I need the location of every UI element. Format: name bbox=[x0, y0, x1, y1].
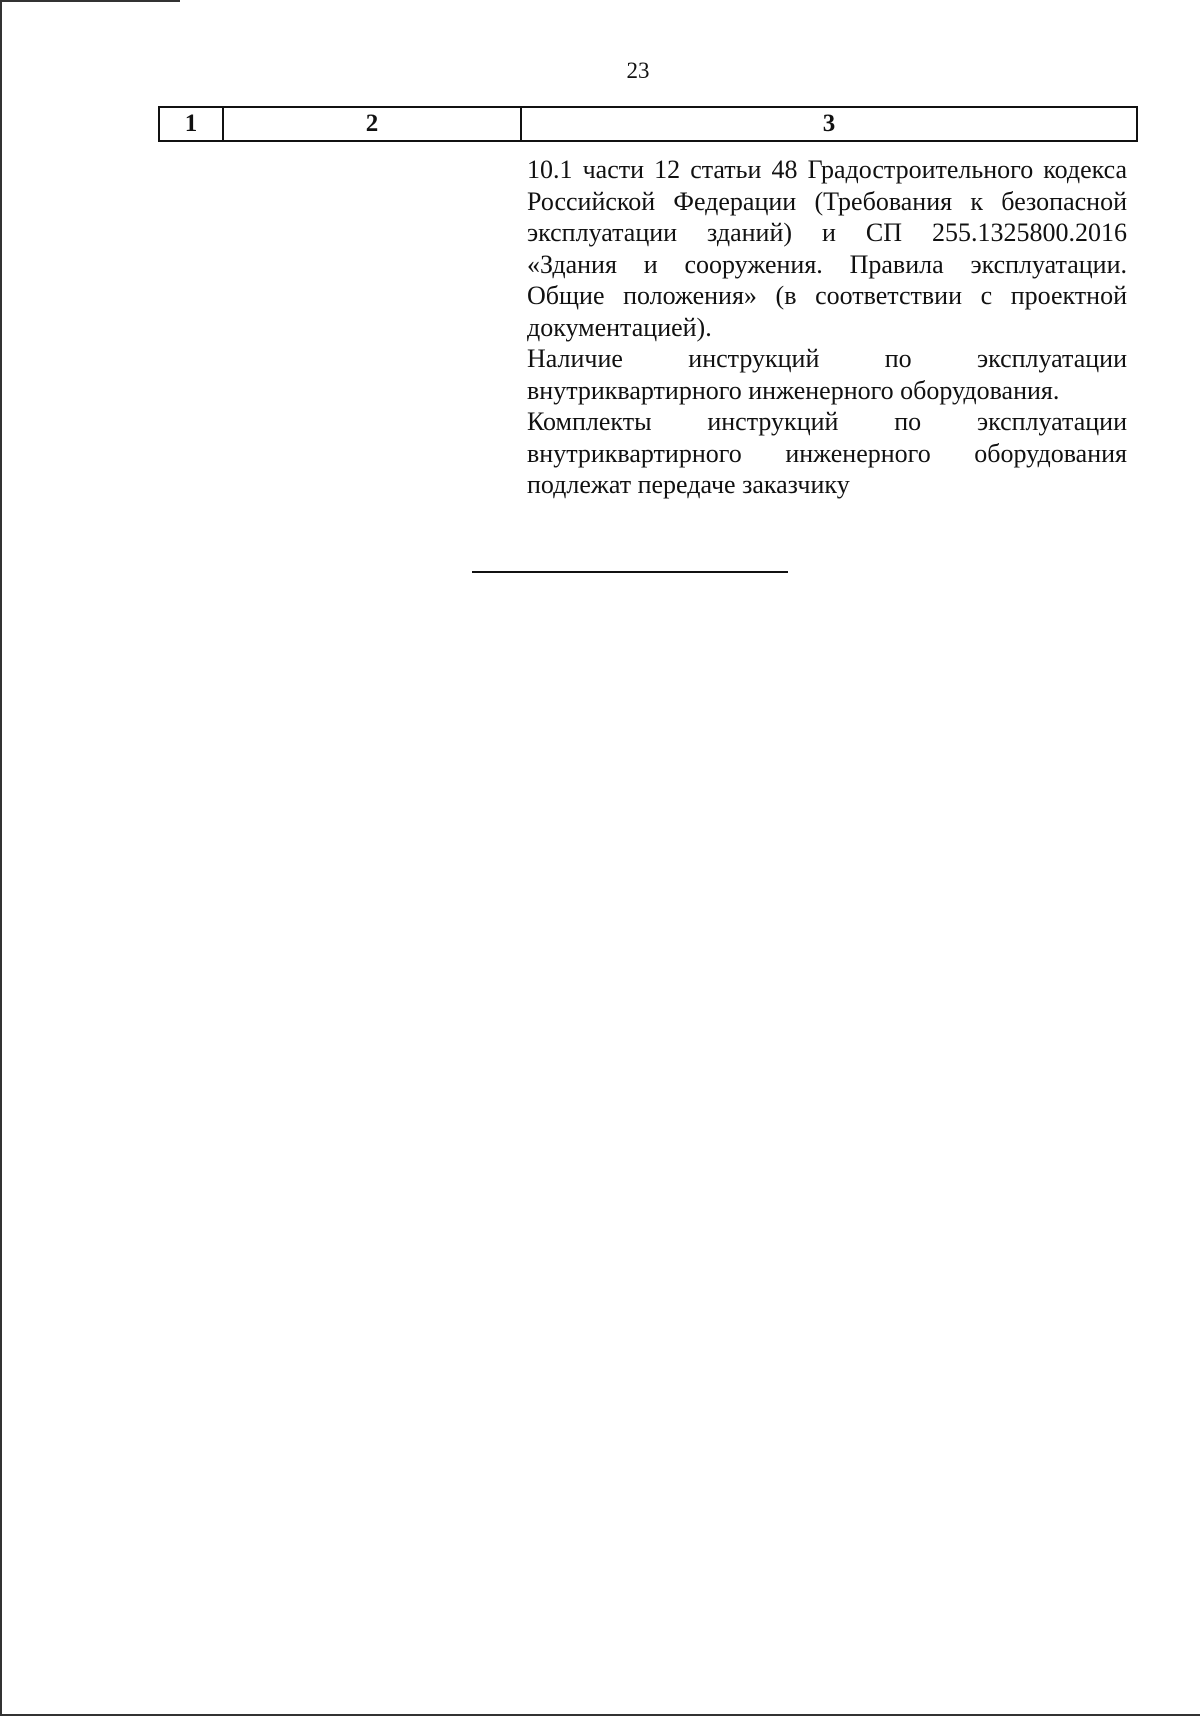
scan-top-edge bbox=[0, 0, 180, 2]
table-header-col-3: 3 bbox=[822, 110, 836, 137]
scan-left-edge bbox=[0, 0, 2, 1716]
table-header-col-2: 2 bbox=[224, 108, 522, 140]
table-cell-col-3-content bbox=[527, 154, 1127, 501]
body-paragraph-1: 10.1 части 12 статьи 48 Градостроительного кодекса Российской Федерации (Требования к безопасной эксплуатации зданий) и СП 255.1325800.2016 «Здания и сооружения. Правила эксплуатации. Общие положения» (в соответствии с проектной документацией). bbox=[527, 155, 1127, 342]
body-paragraph-3: Комплекты инструкций по эксплуатации внутриквартирного инженерного оборудования подлежат передаче заказчику bbox=[527, 407, 1127, 499]
table-header-col-1: 1 bbox=[160, 108, 224, 140]
page-number: 23 bbox=[626, 58, 650, 83]
body-paragraph-2: Наличие инструкций по эксплуатации внутриквартирного инженерного оборудования. bbox=[527, 344, 1127, 405]
closing-rule-divider bbox=[472, 571, 788, 573]
table-header-row bbox=[158, 106, 1138, 142]
